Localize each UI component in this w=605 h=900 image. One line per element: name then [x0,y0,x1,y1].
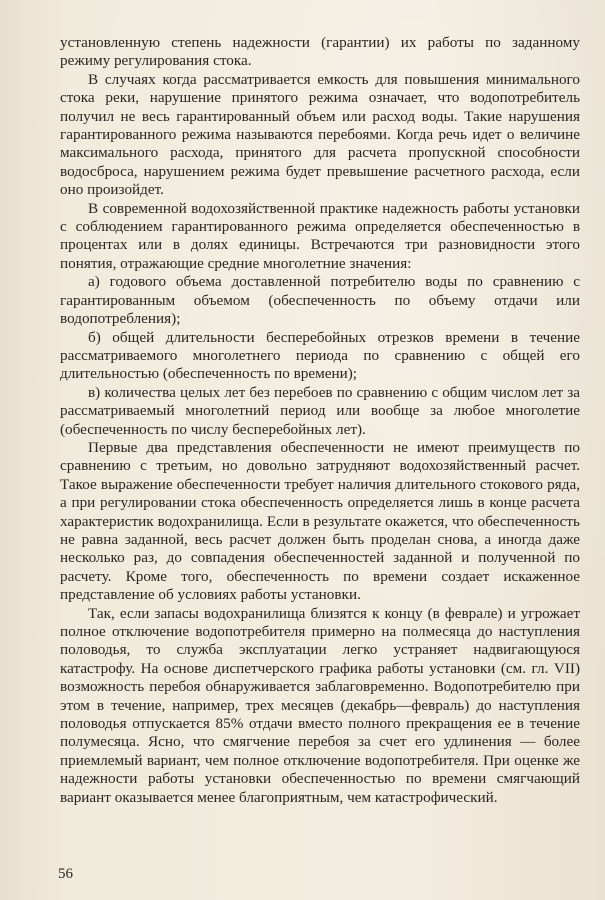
paragraph-reservoir-example: Так, если запасы водохранилища близятся к концу (в феврале) и угрожает полное отключение водопотребителя примерно на полмесяца до наступления половодья, то служба эксплуатации легко устраняет надвигающуюся катастрофу. На основе диспетчерского графика работы установки (см. гл. VII) возможность перебоя обнаруживается заблаговременно. Водопотребителю при этом в течение, например, трех месяцев (декабрь—февраль) до наступления половодья отпускается 85% отдачи вместо полного прекращения ее в течение полумесяца. Ясно, что смягчение перебоя за счет его удлинения — более приемлемый вариант, чем полное отключение водопотребителя. При оценке же надежности работы установки обеспеченностью по времени смягчающий вариант оказывается менее благоприятным, чем катастрофический. [60,604,580,806]
list-item-b: б) общей длительности бесперебойных отрезков времени в течение рассматриваемого многолетнего периода по сравнению с общей его длительностью (обеспеченность по времени); [60,328,580,383]
page-number: 56 [58,866,73,882]
paragraph-first-two-representations: Первые два представления обеспеченности не имеют преимуществ по сравнению с третьим, но довольно затрудняют водохозяйственный расчет. Такое выражение обеспеченности требует наличия длительного стокового ряда, а при регулировании стока обеспеченность определяется лишь в конце расчета характеристик водохранилища. Если в результате окажется, что обеспеченность не равна заданной, весь расчет должен быть проделан снова, а иногда даже несколько раз, до совпадения обеспеченностей заданной и полученной по расчету. Кроме того, обеспеченность по времени создает искаженное представление об условиях работы установки. [60,438,580,604]
list-item-c: в) количества целых лет без перебоев по сравнению с общим числом лет за рассматриваемый многолетний период или вообще за любое многолетие (обеспеченность по числу бесперебойных лет). [60,383,580,438]
list-item-a: а) годового объема доставленной потребителю воды по сравнению с гарантированным объемом (обеспеченность по объему отдачи или водопотребления); [60,273,580,328]
paragraph-perebои-definition: В случаях когда рассматривается емкость для повышения минимального стока реки, нарушение принятого режима означает, что водопотребитель получил не весь гарантированный объем или расход воды. Такие нарушения гарантированного режима называются перебоями. Когда речь идет о величине максимального расхода, принятого для расчета пропускной способности водосброса, нарушением режима будет превышение расчетного расхода, если оно произойдет. [60,70,580,199]
paragraph-reliability-practice: В современной водохозяйственной практике надежность работы установки с соблюдением гарантированного режима определяется обеспеченностью в процентах или в долях единицы. Встречаются три разновидности этого понятия, отражающие средние многолетние значения: [60,199,580,272]
paragraph-continuation: установленную степень надежности (гарантии) их работы по заданному режиму регулирования стока. [60,34,580,70]
body-text [60,34,580,807]
